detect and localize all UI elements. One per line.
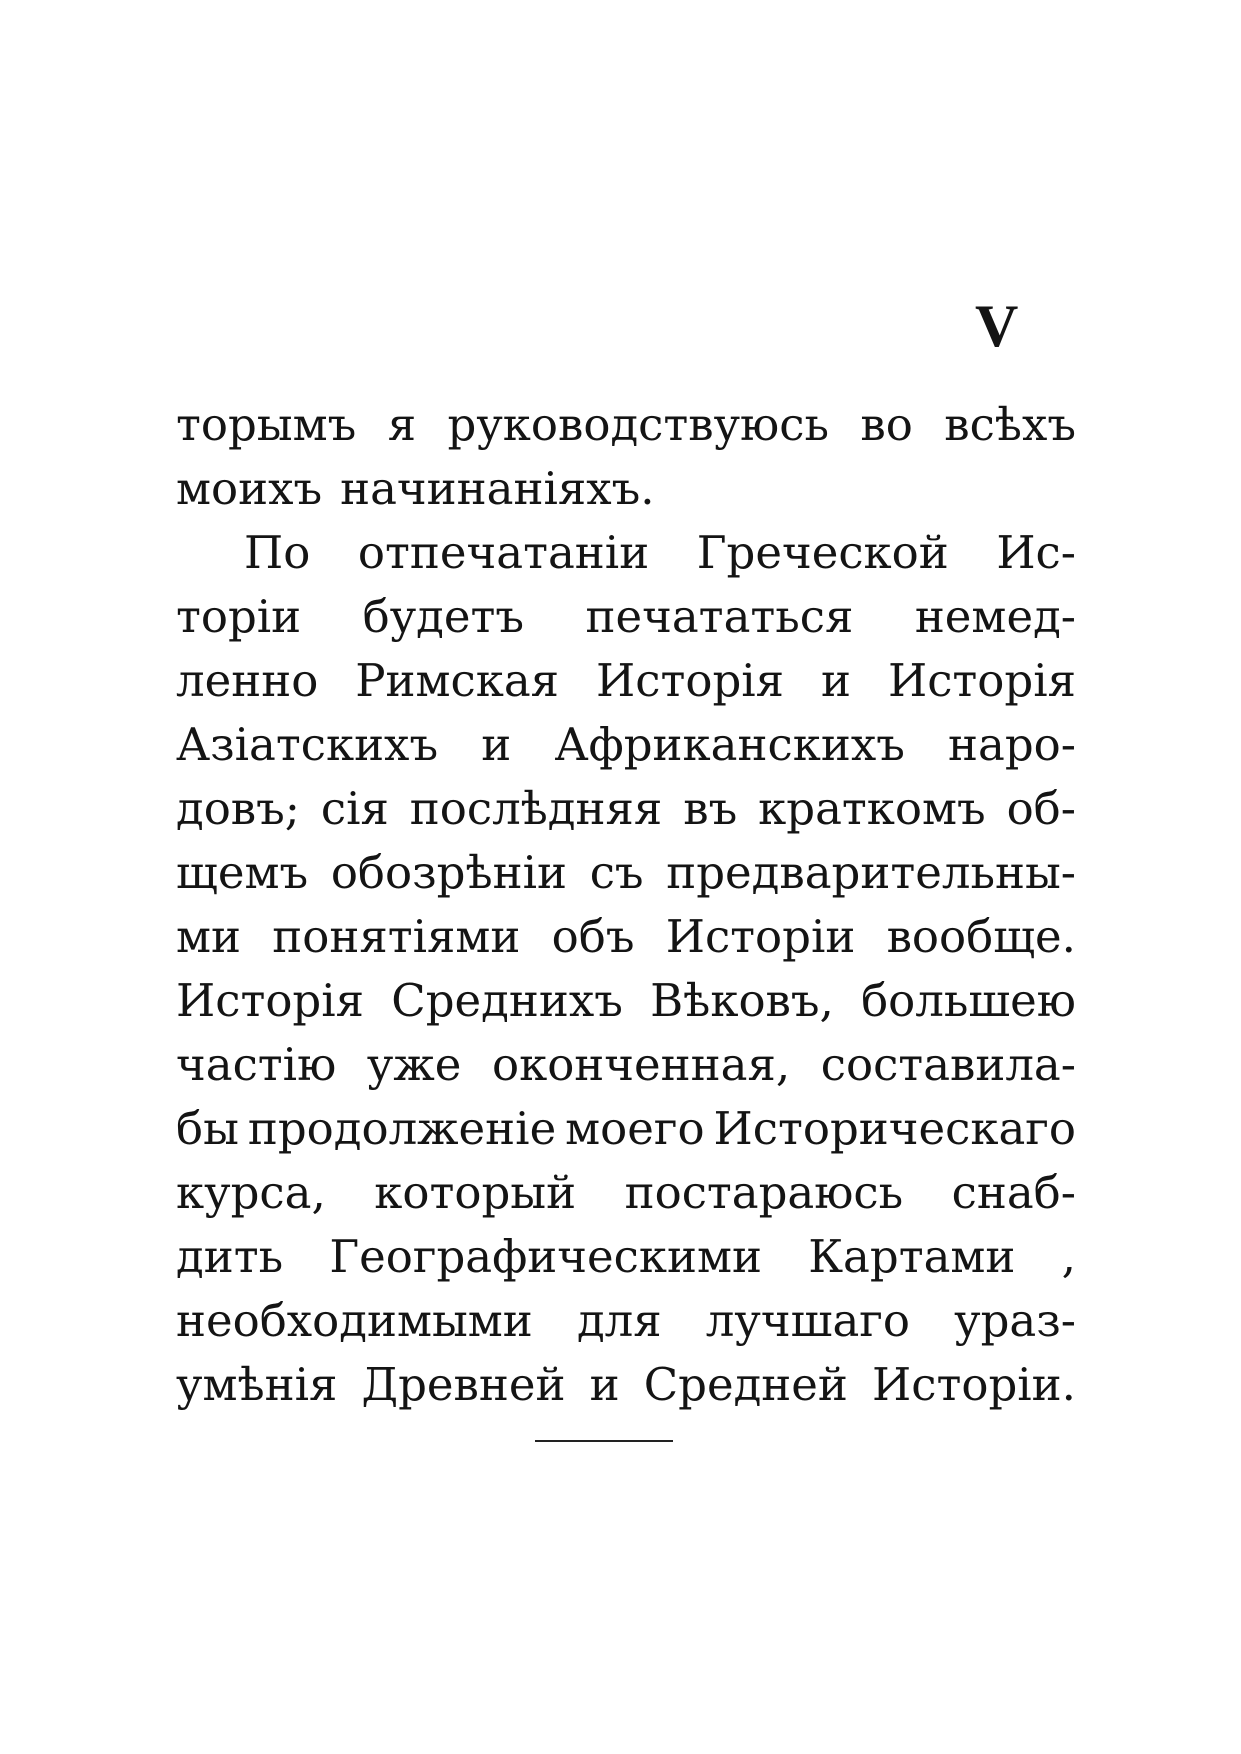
word: дить bbox=[176, 1230, 284, 1283]
word: моихъ bbox=[176, 462, 323, 515]
text-line bbox=[176, 846, 1076, 910]
text-line bbox=[176, 974, 1076, 1038]
word: въ bbox=[683, 782, 738, 835]
word: торіи bbox=[176, 590, 302, 643]
word: и bbox=[589, 1358, 620, 1411]
word: для bbox=[576, 1294, 662, 1347]
word: уже bbox=[366, 1038, 462, 1091]
word: и bbox=[481, 718, 512, 771]
text-line bbox=[176, 1038, 1076, 1102]
word: руководствуюсь bbox=[447, 398, 829, 451]
word: постараюсь bbox=[624, 1166, 904, 1219]
text-line bbox=[176, 398, 1076, 462]
text-line bbox=[176, 1358, 1076, 1422]
word: Исторіи. bbox=[872, 1358, 1076, 1411]
word: съ bbox=[589, 846, 644, 899]
word: во bbox=[860, 398, 913, 451]
word: Среднихъ bbox=[391, 974, 623, 1027]
text-line bbox=[176, 782, 1076, 846]
word: немед- bbox=[914, 590, 1076, 643]
word: ураз- bbox=[954, 1294, 1076, 1347]
word: ми bbox=[176, 910, 241, 963]
word: обозрѣніи bbox=[330, 846, 567, 899]
text-line bbox=[176, 1294, 1076, 1358]
page-number: V bbox=[975, 293, 1019, 359]
word: наро- bbox=[948, 718, 1076, 771]
word: Исторія bbox=[176, 974, 365, 1027]
word: , bbox=[1061, 1230, 1076, 1283]
word: частію bbox=[176, 1038, 337, 1091]
word: торымъ bbox=[176, 398, 357, 451]
word: умѣнія bbox=[176, 1358, 338, 1411]
word: большею bbox=[861, 974, 1076, 1027]
word: бы bbox=[176, 1102, 239, 1155]
word: всѣхъ bbox=[944, 398, 1076, 451]
word: который bbox=[374, 1166, 577, 1219]
word: Географическими bbox=[329, 1230, 762, 1283]
word: Африканскихъ bbox=[554, 718, 905, 771]
word: составила- bbox=[820, 1038, 1076, 1091]
text-line bbox=[176, 1166, 1076, 1230]
word: понятіями bbox=[272, 910, 521, 963]
word: Ис- bbox=[996, 526, 1076, 579]
word: Азіатскихъ bbox=[176, 718, 439, 771]
word: довъ; bbox=[176, 782, 300, 835]
word: продолженіе bbox=[247, 1102, 557, 1155]
word: ленно bbox=[176, 654, 319, 707]
word: сія bbox=[320, 782, 389, 835]
word: Вѣковъ, bbox=[650, 974, 834, 1027]
word: По bbox=[244, 526, 311, 579]
text-line bbox=[176, 590, 1076, 654]
word: об- bbox=[1006, 782, 1076, 835]
word: снаб- bbox=[951, 1166, 1076, 1219]
word: печататься bbox=[585, 590, 854, 643]
word: щемъ bbox=[176, 846, 309, 899]
word: отпечатаніи bbox=[357, 526, 650, 579]
text-line bbox=[176, 718, 1076, 782]
text-line bbox=[176, 526, 1076, 590]
word: Греческой bbox=[696, 526, 949, 579]
word: Картами bbox=[808, 1230, 1016, 1283]
word: краткомъ bbox=[758, 782, 986, 835]
word: оконченная, bbox=[491, 1038, 791, 1091]
text-line bbox=[176, 654, 1076, 718]
word: и bbox=[821, 654, 852, 707]
text-line bbox=[176, 462, 1076, 526]
text-line bbox=[176, 1102, 1076, 1166]
word: Исторіи bbox=[665, 910, 856, 963]
word: курса, bbox=[176, 1166, 326, 1219]
word: я bbox=[387, 398, 417, 451]
word: Исторія bbox=[887, 654, 1076, 707]
word: Историческаго bbox=[713, 1102, 1076, 1155]
word: предварительны- bbox=[666, 846, 1076, 899]
word: моего bbox=[565, 1102, 705, 1155]
closing-rule bbox=[535, 1440, 673, 1442]
word: будетъ bbox=[362, 590, 525, 643]
body-text bbox=[176, 398, 1076, 1422]
word: объ bbox=[551, 910, 635, 963]
word: Древней bbox=[361, 1358, 566, 1411]
word: начинаніяхъ. bbox=[340, 462, 655, 515]
word: необходимыми bbox=[176, 1294, 533, 1347]
text-line bbox=[176, 1230, 1076, 1294]
text-line bbox=[176, 910, 1076, 974]
word: лучшаго bbox=[705, 1294, 910, 1347]
word: вообще. bbox=[886, 910, 1076, 963]
word: Исторія bbox=[596, 654, 785, 707]
word: Средней bbox=[643, 1358, 848, 1411]
word: послѣдняя bbox=[409, 782, 663, 835]
word: Римская bbox=[355, 654, 560, 707]
